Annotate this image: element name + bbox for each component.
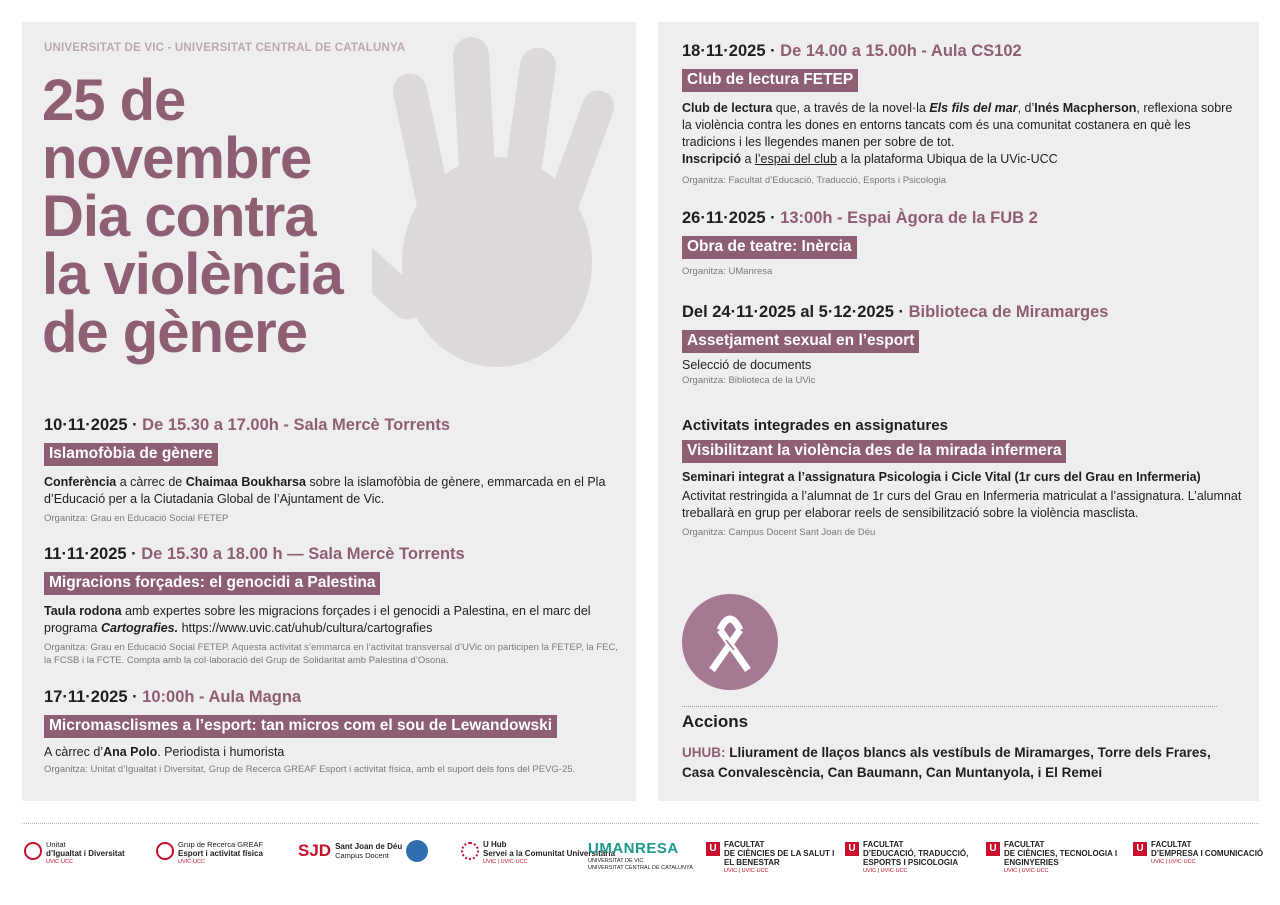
footer-divider xyxy=(22,823,1259,824)
desc-bold: Inés Macpherson xyxy=(1034,101,1137,115)
logo-line: UVIC·UCC xyxy=(46,859,73,865)
logo-line: UVIC | UVIC·UCC xyxy=(1151,859,1196,865)
accions-key: UHUB: xyxy=(682,745,726,760)
logo-line: Unitat xyxy=(46,840,66,849)
separator: · xyxy=(765,42,781,60)
logo-fetep xyxy=(845,840,981,876)
logo-line: d’Igualtat i Diversitat xyxy=(46,849,125,858)
logo-line: U Hub xyxy=(483,840,507,849)
page-title xyxy=(42,68,512,365)
logo-umanresa xyxy=(588,840,693,871)
event-location: 13:00h - Espai Àgora de la FUB 2 xyxy=(780,209,1038,227)
university-name: UNIVERSITAT DE VIC - UNIVERSITAT CENTRAL DE CATALUNYA xyxy=(44,42,406,54)
desc-text: . Periodista i humorista xyxy=(157,745,285,759)
event-location: De 15.30 a 18.00 h — Sala Mercè Torrents xyxy=(141,545,465,563)
logo-line: UVIC | UVIC-UCC xyxy=(483,859,528,865)
cartografies-link[interactable]: https://www.uvic.cat/uhub/cultura/cartografies xyxy=(178,621,433,635)
accions-heading: Accions xyxy=(682,712,749,731)
logo-fcsb xyxy=(706,840,842,876)
awareness-ribbon-icon xyxy=(682,594,778,690)
event-title-tag: Club de lectura FETEP xyxy=(682,69,858,92)
event-organizer: Organitza: Campus Docent Sant Joan de Déu xyxy=(682,527,876,538)
uvic-u-icon: U xyxy=(986,842,1000,856)
event-club-lectura xyxy=(682,42,1242,187)
title-line: de gènere xyxy=(42,300,307,365)
logo-line: Esport i activitat física xyxy=(178,849,263,858)
separator: · xyxy=(893,303,909,321)
event-organizer: Organitza: Grau en Educació Social FETEP. Aquesta activitat s’emmarca en l’activitat transversal d’UVic on participen la FETEP, la FEC, la FCSB i la FCTE. Compta amb la col·laboració del Grup de Solidaritat amb Palestina d’Osona. xyxy=(44,642,618,666)
desc-text: , reflexiona sobre la violència contra les dones en entorns tancats com és una comunitat costanera en què les tradicions i les llegendes manen per sobre de tot. xyxy=(682,101,1233,149)
desc-bold: Seminari integrat a l’assignatura Psicologia i Cicle Vital (1r curs del Grau en Infermeria) xyxy=(682,470,1201,484)
logo-line: FACULTAT xyxy=(1004,840,1045,849)
event-teatre xyxy=(682,209,1242,278)
event-organizer: Organitza: Unitat d’Igualtat i Diversitat, Grup de Recerca GREAF Esport i activitat física, amb el suport dels fons del PEVG-25. xyxy=(44,764,576,775)
event-description xyxy=(682,100,1242,168)
event-date-line xyxy=(682,209,1242,228)
right-panel xyxy=(658,22,1259,801)
event-date-line xyxy=(44,545,619,564)
accions-text xyxy=(682,743,1242,783)
uvic-u-icon: U xyxy=(1133,842,1147,856)
logo-line: UNIVERSITAT DE VIC xyxy=(588,858,644,864)
logo-line: Sant Joan de Déu xyxy=(335,842,403,851)
desc-text: a càrrec de xyxy=(116,475,186,489)
event-description xyxy=(682,469,1242,486)
event-title-tag: Assetjament sexual en l’esport xyxy=(682,330,919,353)
desc-italic: Els fils del mar xyxy=(929,101,1018,115)
igualtat-logo-icon xyxy=(24,842,42,860)
logo-fec xyxy=(1133,840,1277,867)
title-line: novembre xyxy=(42,126,312,191)
left-panel xyxy=(22,22,636,801)
desc-bold: Club de lectura xyxy=(682,101,773,115)
logo-line: FACULTAT xyxy=(724,840,765,849)
desc-italic: Cartografies. xyxy=(100,621,179,635)
logo-line: DE CIÈNCIES DE LA SALUT I EL BENESTAR xyxy=(724,849,835,867)
logo-line: UVIC·UCC xyxy=(178,859,205,865)
sjd-mark: SJD xyxy=(298,841,332,860)
event-date: 17·11·2025 xyxy=(44,688,128,706)
event-description xyxy=(44,744,629,761)
event-assetjament xyxy=(682,303,1242,387)
event-title-tag: Obra de teatre: Inèrcia xyxy=(682,236,857,259)
uvic-u-icon: U xyxy=(845,842,859,856)
title-line: Dia contra xyxy=(42,184,316,249)
event-date: Del 24·11·2025 al 5·12·2025 xyxy=(682,303,894,321)
event-organizer: Organitza: Biblioteca de la UVic xyxy=(682,375,816,386)
logo-line: UVIC | UVIC·UCC xyxy=(724,868,769,874)
event-location: De 15.30 a 17.00h - Sala Mercè Torrents xyxy=(142,416,451,434)
desc-bold: Conferència xyxy=(44,475,117,489)
event-location: 10:00h - Aula Magna xyxy=(142,688,302,706)
event-organizer: Organitza: UManresa xyxy=(682,266,773,277)
logo-line: UVIC | UVIC·UCC xyxy=(1004,868,1049,874)
event-date: 26·11·2025 xyxy=(682,209,766,227)
desc-text: a xyxy=(741,152,755,166)
event-organizer: Organitza: Facultat d’Educació, Traducció, Esports i Psicologia xyxy=(682,175,947,186)
event-date-line xyxy=(682,42,1242,61)
event-location: Biblioteca de Miramarges xyxy=(908,303,1109,321)
logo-line: FACULTAT xyxy=(1151,840,1192,849)
desc-text: A càrrec d’ xyxy=(44,745,104,759)
desc-bold: Chaimaa Boukharsa xyxy=(185,475,306,489)
logo-line: Servei a la Comunitat Universitària xyxy=(483,849,616,858)
event-islamofobia xyxy=(44,416,619,525)
event-micromasclismes xyxy=(44,688,629,776)
desc-text: a la plataforma Ubiqua de la UVic-UCC xyxy=(836,152,1058,166)
event-date: 18·11·2025 xyxy=(682,42,766,60)
logo-line: D’EMPRESA I COMUNICACIÓ xyxy=(1151,849,1264,858)
uhub-logo-icon xyxy=(461,842,479,860)
separator: · xyxy=(127,416,143,434)
event-date-line xyxy=(44,416,619,435)
event-visibilitzant xyxy=(682,417,1242,539)
desc-bold: Taula rodona xyxy=(44,604,122,618)
desc-text: , d’ xyxy=(1017,101,1035,115)
event-date: 10·11·2025 xyxy=(44,416,128,434)
event-date-line xyxy=(44,688,629,707)
event-organizer: Organitza: Grau en Educació Social FETEP xyxy=(44,513,229,524)
separator: · xyxy=(126,545,142,563)
event-description xyxy=(44,603,619,637)
event-date-line xyxy=(682,303,1242,322)
event-date: 11·11·2025 xyxy=(44,545,127,563)
desc-bold: Inscripció xyxy=(682,152,742,166)
desc-text: sobre la islamofòbia de gènere, emmarcada en el Pla d’Educació per a la Ciutadania Global de l’Ajuntament de Vic. xyxy=(44,475,606,506)
separator: · xyxy=(765,209,781,227)
logo-line: FACULTAT xyxy=(863,840,904,849)
uvic-u-icon: U xyxy=(706,842,720,856)
logo-line: Campus Docent xyxy=(335,851,389,860)
logo-line: D’EDUCACIÓ, TRADUCCIÓ, ESPORTS I PSICOLOGIA xyxy=(863,849,969,867)
event-migracions xyxy=(44,545,619,667)
event-description: Activitat restringida a l’alumnat de 1r curs del Grau en Infermeria matriculat a l’assignatura. L’alumnat treballarà en grup per elaborar reels de sensibilització sobre la violència masclista. xyxy=(682,489,1242,520)
umanresa-mark: UMANRESA xyxy=(588,840,679,857)
logo-line: UVIC | UVIC·UCC xyxy=(863,868,908,874)
greaf-logo-icon xyxy=(156,842,174,860)
event-title-tag: Migracions forçades: el genocidi a Palestina xyxy=(44,572,380,595)
logo-igualtat xyxy=(24,840,125,867)
event-title-tag: Micromasclismes a l’esport: tan micros com el sou de Lewandowski xyxy=(44,715,557,738)
title-line: 25 de xyxy=(42,68,186,133)
event-location: De 14.00 a 15.00h - Aula CS102 xyxy=(780,42,1022,60)
logo-line: UNIVERSITAT CENTRAL DE CATALUNYA xyxy=(588,864,693,871)
event-description: Selecció de documents xyxy=(682,358,812,372)
event-title-tag: Islamofòbia de gènere xyxy=(44,443,218,466)
accions-body: Lliurament de llaços blancs als vestíbuls de Miramarges, Torre dels Frares, Casa Convalescència, Can Baumann, Can Muntanyola, i El Remei xyxy=(682,745,1211,780)
event-description xyxy=(44,474,619,508)
club-space-link[interactable]: l’espai del club xyxy=(754,152,837,166)
desc-bold: Ana Polo xyxy=(103,745,158,759)
desc-text: amb expertes sobre les migracions forçades i el genocidi a Palestina, en el marc del programa xyxy=(44,604,591,635)
desc-text: que, a través de la novel·la xyxy=(772,101,930,115)
logo-fcte xyxy=(986,840,1126,876)
section-heading: Activitats integrades en assignatures xyxy=(682,417,948,434)
logo-greaf xyxy=(156,840,263,867)
sjd-emblem-icon xyxy=(406,840,428,862)
event-title-tag: Visibilitzant la violència des de la mirada infermera xyxy=(682,440,1066,463)
separator: · xyxy=(127,688,143,706)
logo-sjd xyxy=(298,840,428,862)
divider xyxy=(682,706,1217,707)
title-line: la violència xyxy=(42,242,343,307)
logo-line: DE CIÈNCIES, TECNOLOGIA I ENGINYERIES xyxy=(1004,849,1118,867)
logo-line: Grup de Recerca GREAF xyxy=(178,840,264,849)
